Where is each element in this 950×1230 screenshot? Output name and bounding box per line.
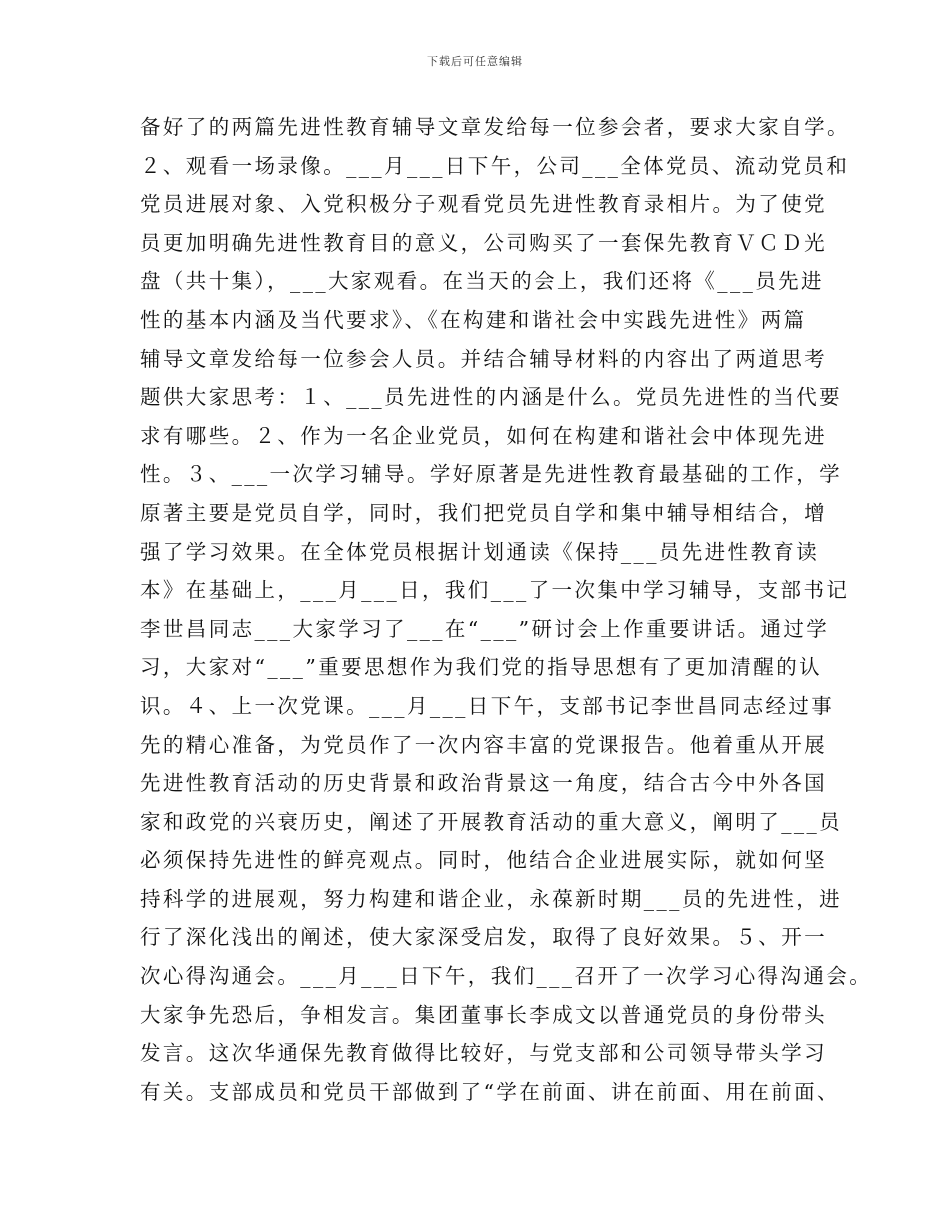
- text-line: 本》在基础上，___月___日，我们___了一次集中学习辅导，支部书记: [140, 578, 850, 603]
- text-line: 盘（共十集），___大家观看。在当天的会上，我们还将《___员先进: [140, 269, 824, 294]
- body-text: [140, 108, 873, 1111]
- text-line: 题供大家思考：１、___员先进性的内涵是什么。党员先进性的当代要: [140, 385, 843, 410]
- text-line: 发言。这次华通保先教育做得比较好，与党支部和公司领导带头学习: [140, 1041, 827, 1066]
- text-line: 性的基本内涵及当代要求》、《在构建和谐社会中实践先进性》两篇: [140, 307, 807, 332]
- text-line: 大家争先恐后，争相发言。集团董事长李成文以普通党员的身份带头: [140, 1002, 827, 1027]
- text-line: ２、观看一场录像。___月___日下午，公司___全体党员、流动党员和: [140, 153, 850, 178]
- text-line: 必须保持先进性的鲜亮观点。同时，他结合企业进展实际，就如何坚: [140, 848, 827, 873]
- text-line: 李世昌同志___大家学习了___在“___”研讨会上作重要讲话。通过学: [140, 616, 830, 641]
- text-line: 员更加明确先进性教育目的意义，公司购买了一套保先教育ＶＣＤ光: [140, 230, 827, 255]
- text-line: 性。３、___一次学习辅导。学好原著是先进性教育最基础的工作，学: [140, 462, 843, 487]
- text-line: 先进性教育活动的历史背景和政治背景这一角度，结合古今中外各国: [140, 771, 827, 796]
- text-line: 行了深化浅出的阐述，使大家深受启发，取得了良好效果。５、开一: [140, 925, 827, 950]
- text-line: 次心得沟通会。___月___日下午，我们___召开了一次学习心得沟通会。: [140, 964, 873, 989]
- text-line: 先的精心准备，为党员作了一次内容丰富的党课报告。他着重从开展: [140, 732, 827, 757]
- text-line: 识。４、上一次党课。___月___日下午，支部书记李世昌同志经过事: [140, 693, 835, 718]
- text-line: 求有哪些。２、作为一名企业党员，如何在构建和谐社会中体现先进: [140, 423, 827, 448]
- text-line: 备好了的两篇先进性教育辅导文章发给每一位参会者，要求大家自学。: [140, 115, 850, 139]
- text-line: 有关。支部成员和党员干部做到了“学在前面、讲在前面、用在前面、: [140, 1079, 840, 1104]
- text-line: 习，大家对“___”重要思想作为我们党的指导思想有了更加清醒的认: [140, 655, 823, 680]
- text-line: 辅导文章发给每一位参会人员。并结合辅导材料的内容出了两道思考: [140, 346, 827, 371]
- text-line: 党员进展对象、入党积极分子观看党员先进性教育录相片。为了使党: [140, 192, 827, 217]
- text-line: 原著主要是党员自学，同时，我们把党员自学和集中辅导相结合，增: [140, 500, 827, 525]
- text-line: 家和政党的兴衰历史，阐述了开展教育活动的重大意义，阐明了___员: [140, 809, 843, 834]
- text-line: 持科学的进展观，努力构建和谐企业，永葆新时期___员的先进性，进: [140, 886, 843, 911]
- page-header: 下载后可任意编辑: [427, 55, 523, 68]
- text-line: 强了学习效果。在全体党员根据计划通读《保持___员先进性教育读: [140, 539, 820, 564]
